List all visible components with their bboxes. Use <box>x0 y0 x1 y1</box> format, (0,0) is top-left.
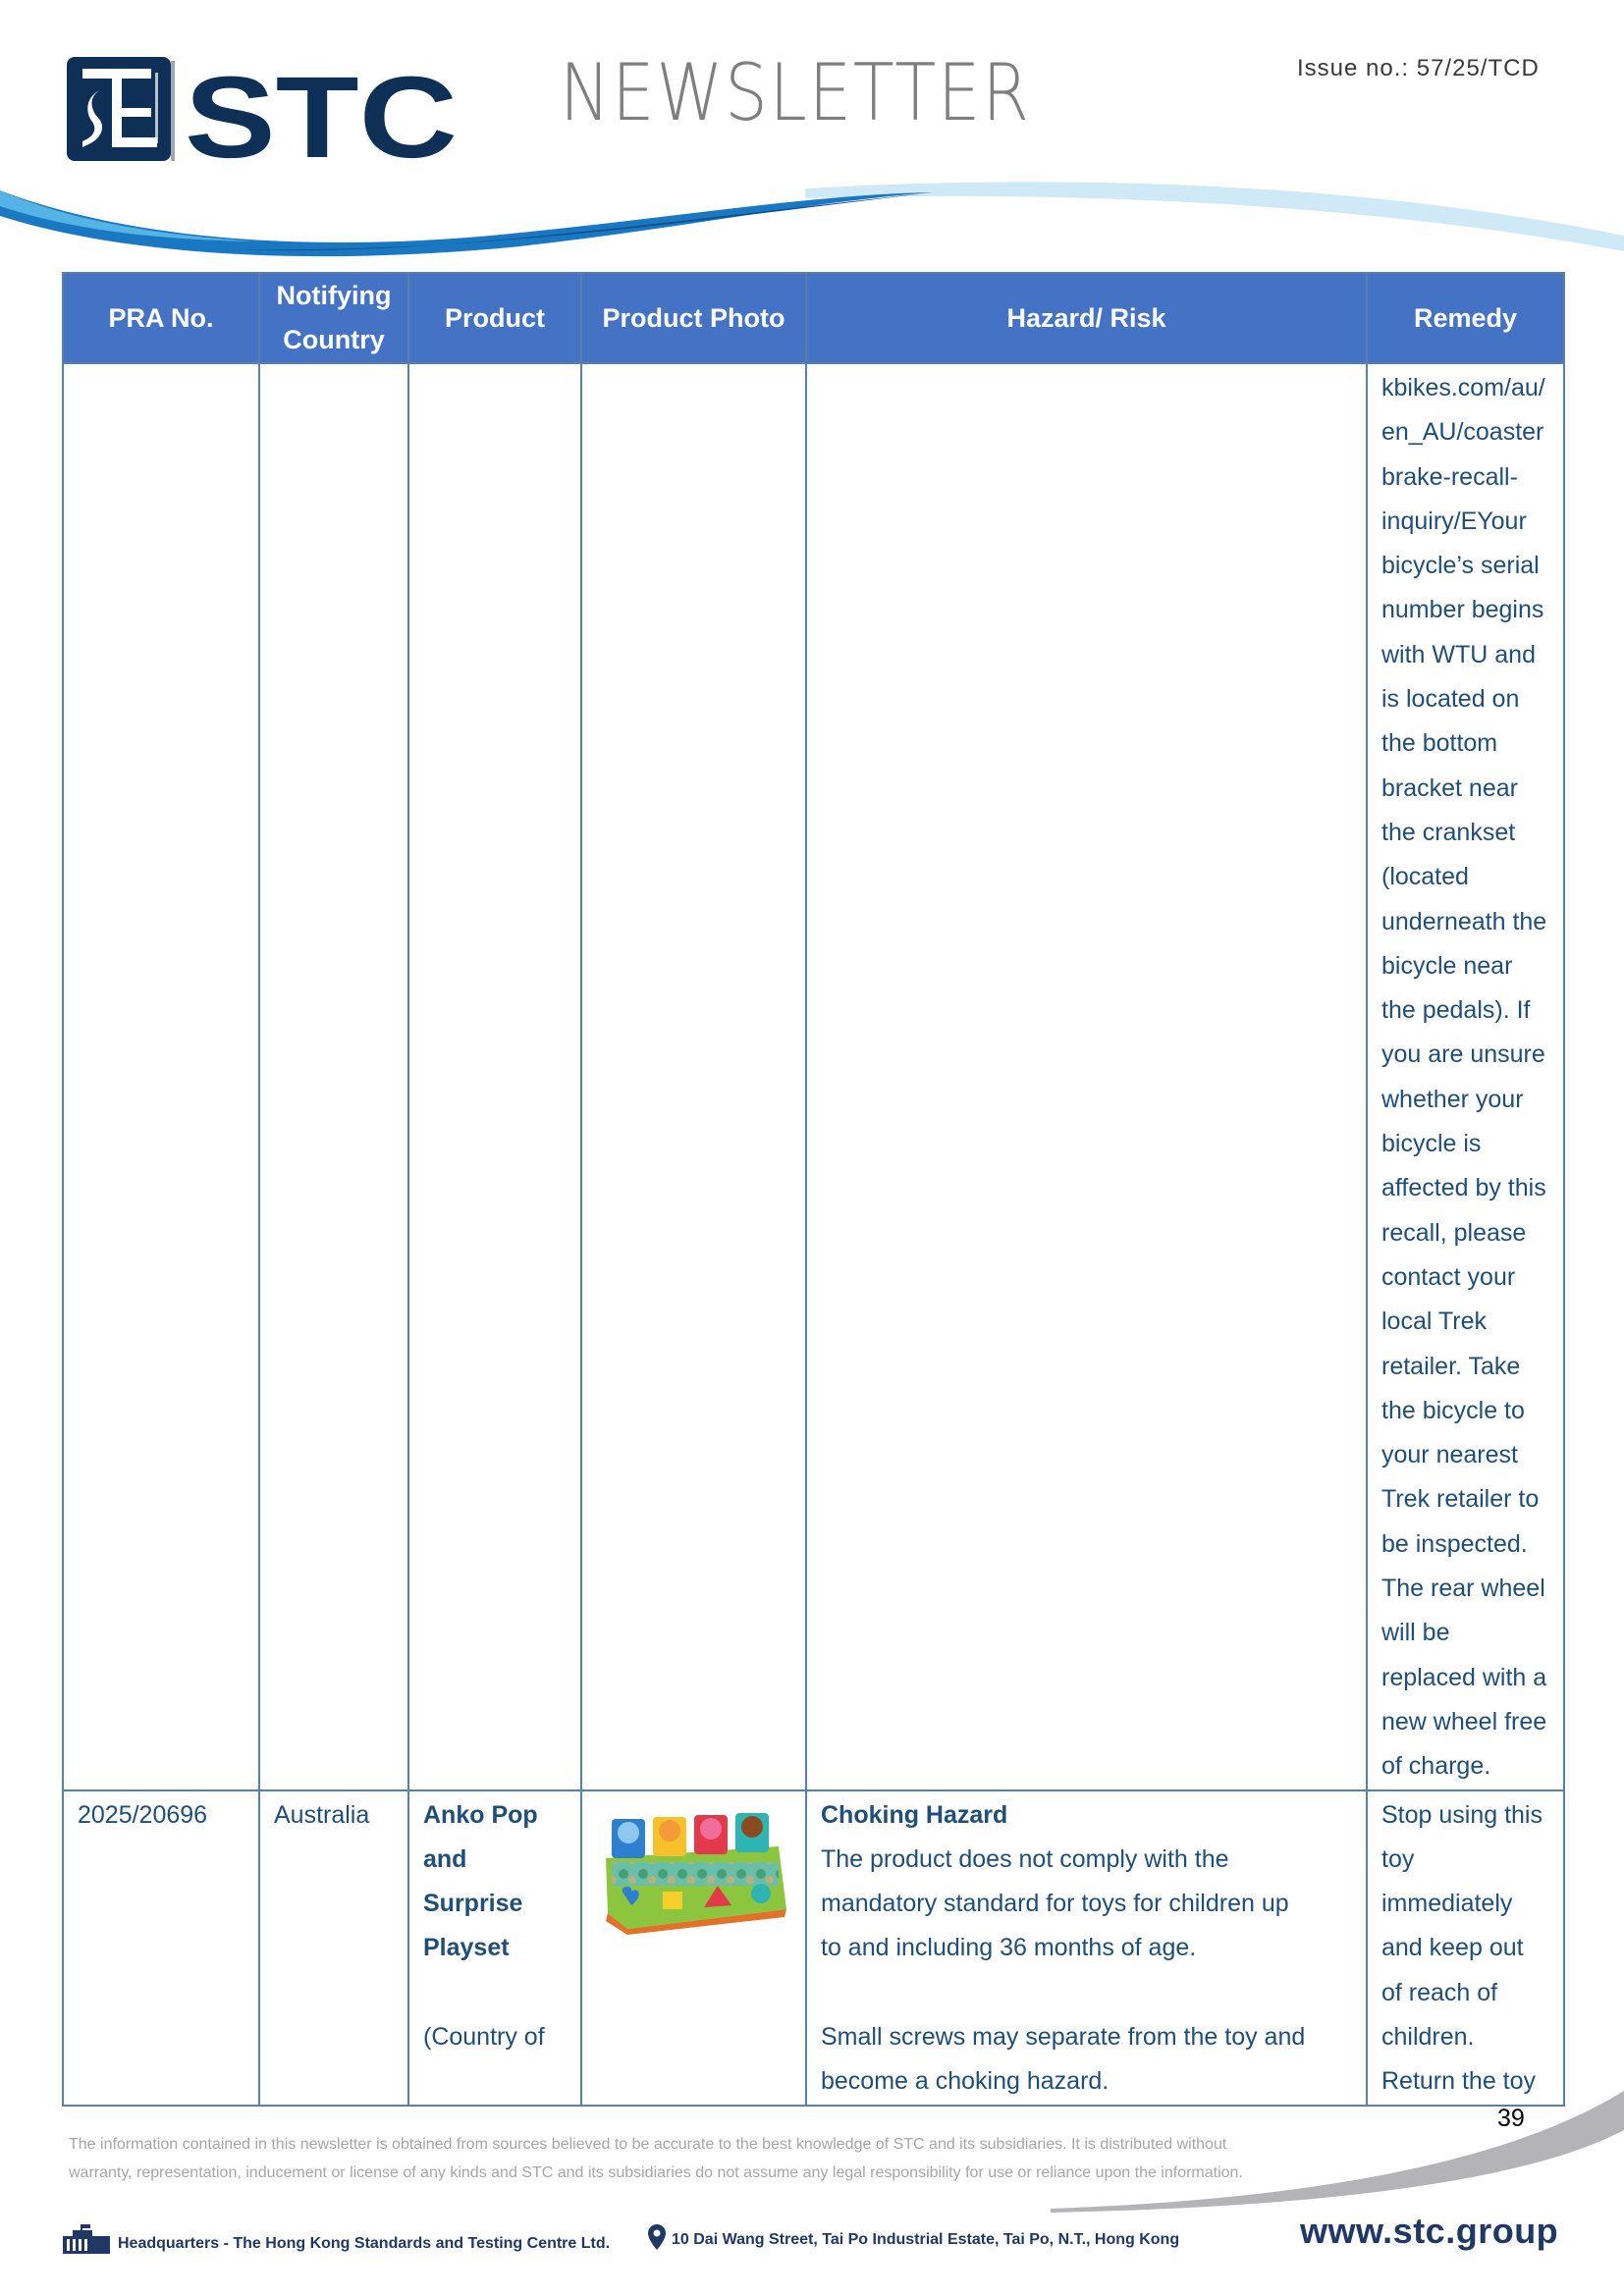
product-name <box>423 1793 567 1971</box>
footer-bar <box>63 2211 1565 2264</box>
newsletter-title: NEWSLETTER <box>560 47 1031 138</box>
remedy-line: inquiry/EYour <box>1381 507 1527 535</box>
hazard-description: The product does not comply with the mandatory standard for toys for children up to and including 36 months of age. <box>821 1844 1289 1962</box>
headquarters-info <box>63 2224 610 2254</box>
remedy-text <box>1381 366 1555 1789</box>
column-header-pra-no: PRA No. <box>63 273 259 363</box>
remedy-line: bicycle’s serial <box>1381 552 1540 580</box>
remedy-line: the pedals). If <box>1381 996 1531 1025</box>
remedy-line: is located on <box>1381 685 1520 714</box>
remedy-line: toy <box>1381 1844 1415 1873</box>
remedy-text <box>1381 1793 1555 2105</box>
remedy-line: Trek retailer to <box>1381 1485 1540 1514</box>
remedy-cell <box>1367 1790 1564 2106</box>
remedy-line: whether your <box>1381 1085 1524 1113</box>
product-cell <box>408 363 581 1790</box>
disclaimer <box>69 2130 1316 2187</box>
photo-cell <box>581 363 806 1790</box>
pra-no-cell: 2025/20696 <box>63 1790 259 2106</box>
remedy-line: replaced with a <box>1381 1663 1547 1691</box>
product-origin-note: (Country of <box>423 2022 545 2051</box>
remedy-line: will be <box>1381 1619 1450 1647</box>
location-pin-icon <box>648 2224 666 2250</box>
remedy-line: local Trek <box>1381 1308 1487 1336</box>
column-header-remedy: Remedy <box>1367 273 1564 363</box>
product-name-line: Playset <box>423 1934 510 1962</box>
remedy-line: the bicycle to <box>1381 1396 1525 1424</box>
column-header-product: Product <box>408 273 581 363</box>
remedy-line: of charge. <box>1381 1752 1491 1781</box>
remedy-line: Return the toy <box>1381 2067 1537 2096</box>
hazard-cell <box>806 363 1367 1790</box>
pra-no-cell <box>63 363 259 1790</box>
address-text: 10 Dai Wang Street, Tai Po Industrial Estate, Tai Po, N.T., Hong Kong <box>672 2231 1180 2248</box>
country-cell: Australia <box>259 1790 408 2106</box>
remedy-line: underneath the <box>1381 907 1547 935</box>
remedy-line: you are unsure <box>1381 1041 1545 1069</box>
photo-cell <box>581 1790 806 2106</box>
remedy-line: your nearest <box>1381 1441 1518 1469</box>
remedy-line: (located <box>1381 863 1469 891</box>
building-icon <box>63 2224 110 2254</box>
logo-text: STC <box>185 57 458 161</box>
remedy-line: bicycle near <box>1381 951 1513 980</box>
remedy-line: Stop using this <box>1381 1800 1543 1829</box>
hazard-cell <box>806 1790 1367 2106</box>
column-header-hazard-risk: Hazard/ Risk <box>806 273 1367 363</box>
remedy-line: kbikes.com/au/ <box>1381 374 1545 401</box>
product-name-line: and <box>423 1844 467 1873</box>
pop-up-toy-playset-photo <box>598 1807 790 1935</box>
page-number: 39 <box>1497 2105 1525 2132</box>
remedy-line: children. <box>1381 2022 1475 2051</box>
hazard-detail: Small screws may separate from the toy and become a choking hazard. <box>821 2022 1306 2096</box>
remedy-line: bracket near <box>1381 774 1518 802</box>
remedy-line: contact your <box>1381 1262 1516 1291</box>
remedy-line: bicycle is <box>1381 1130 1482 1158</box>
remedy-line: number begins <box>1381 596 1544 624</box>
remedy-line: the bottom <box>1381 729 1498 758</box>
remedy-line: en_AU/coaster <box>1381 418 1544 447</box>
remedy-line: and keep out <box>1381 1934 1524 1962</box>
product-name-line: Surprise <box>423 1890 523 1918</box>
header-swoosh-decoration <box>0 177 1624 265</box>
product-name-line: Anko Pop <box>423 1800 538 1829</box>
remedy-line: brake-recall- <box>1381 462 1518 491</box>
pra-table <box>62 272 1565 2107</box>
country-cell <box>259 363 408 1790</box>
hazard-title: Choking Hazard <box>821 1800 1008 1829</box>
remedy-line: The rear wheel <box>1381 1575 1545 1603</box>
remedy-line: recall, please <box>1381 1218 1527 1247</box>
remedy-cell <box>1367 363 1564 1790</box>
remedy-line: with WTU and <box>1381 640 1536 668</box>
remedy-line: retailer. Take <box>1381 1352 1521 1380</box>
column-header-product-photo: Product Photo <box>581 273 806 363</box>
column-header-notifying-country: Notifying Country <box>259 273 408 363</box>
remedy-line: be inspected. <box>1381 1529 1528 1558</box>
disclaimer-line: The information contained in this newsletter is obtained from sources believed to be accurate to the best knowledge of STC and its subsidiaries. It is distributed without <box>69 2136 1227 2153</box>
remedy-line: the crankset <box>1381 818 1516 846</box>
table-row <box>63 363 1564 1790</box>
headquarters-text: Headquarters - The Hong Kong Standards and Testing Centre Ltd. <box>118 2235 611 2252</box>
remedy-line: of reach of <box>1381 1978 1498 2006</box>
disclaimer-line: warranty, representation, inducement or license of any kinds and STC and its subsidiaries do not assume any legal responsibility for use or reliance upon the information. <box>69 2164 1243 2181</box>
remedy-line: new wheel free <box>1381 1707 1547 1735</box>
issue-number: Issue no.: 57/25/TCD <box>1297 55 1540 81</box>
table-row <box>63 1790 1564 2106</box>
table-header-row <box>63 273 1564 363</box>
product-cell <box>408 1790 581 2106</box>
remedy-line: immediately <box>1381 1890 1513 1918</box>
remedy-line: affected by this <box>1381 1174 1546 1202</box>
address-info <box>648 2224 1179 2250</box>
website-link[interactable]: www.stc.group <box>1300 2211 1559 2251</box>
stc-logo <box>67 57 460 161</box>
